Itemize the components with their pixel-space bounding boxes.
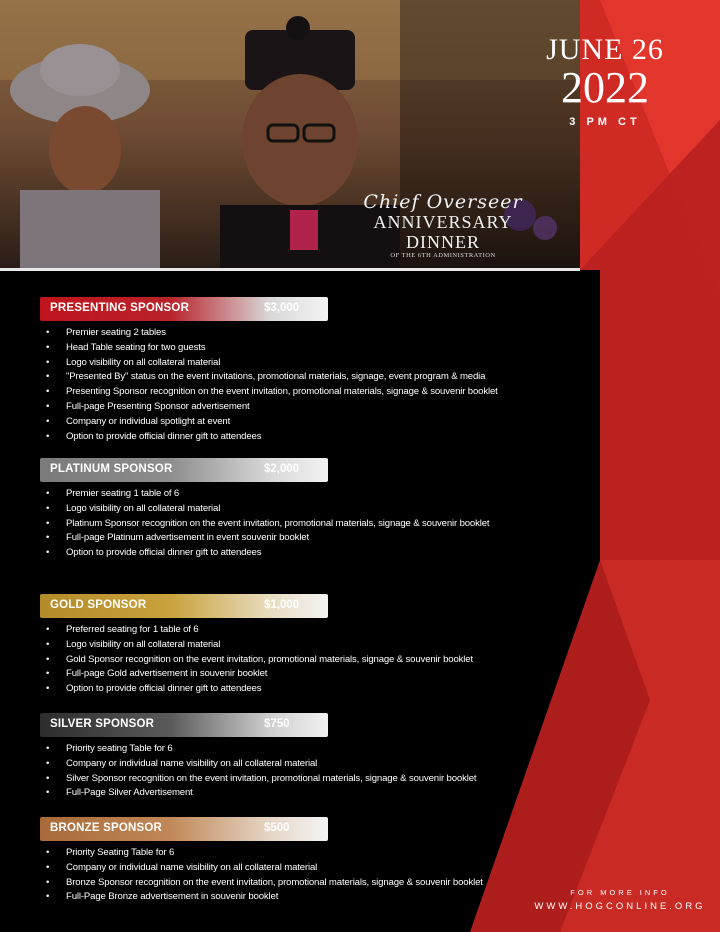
tier-price: $750: [264, 718, 290, 730]
title-sub: OF THE 6TH ADMINISTRATION: [390, 252, 496, 259]
benefit-item: • Priority Seating Table for 6: [46, 846, 540, 861]
benefit-item: • Full-Page Silver Advertisement: [46, 786, 540, 801]
tier-price: $2,000: [264, 463, 300, 475]
event-date-block: [540, 34, 670, 128]
benefit-item: • Premier seating 2 tables: [46, 326, 540, 341]
benefit-item: • Full-page Presenting Sponsor advertisement: [46, 400, 540, 415]
tier-gold: [40, 594, 540, 697]
tier-name: PLATINUM SPONSOR: [50, 463, 173, 475]
tier-header-bar: [40, 817, 328, 841]
benefit-list: [40, 487, 540, 561]
tier-bronze: [40, 817, 540, 905]
benefit-item: • Company or individual spotlight at event: [46, 415, 540, 430]
benefit-item: • Company or individual name visibility on all collateral material: [46, 861, 540, 876]
benefit-item: • Full-page Platinum advertisement in event souvenir booklet: [46, 531, 540, 546]
tier-name: BRONZE SPONSOR: [50, 822, 163, 834]
benefit-item: • Silver Sponsor recognition on the event invitation, promotional materials, signage & souvenir booklet: [46, 772, 540, 787]
tier-presenting: [40, 297, 540, 444]
benefit-item: • Logo visibility on all collateral material: [46, 638, 540, 653]
tier-header-bar: [40, 713, 328, 737]
benefit-item: • Logo visibility on all collateral material: [46, 502, 540, 517]
footer-label: FOR MORE INFO: [570, 888, 670, 897]
tier-header-bar: [40, 297, 328, 321]
tier-name: SILVER SPONSOR: [50, 718, 155, 730]
event-title-block: [336, 192, 550, 259]
benefit-item: • Option to provide official dinner gift to attendees: [46, 682, 540, 697]
benefit-list: [40, 326, 540, 444]
photo-divider: [0, 268, 580, 271]
tier-name: PRESENTING SPONSOR: [50, 302, 190, 314]
benefit-item: • Presenting Sponsor recognition on the event invitation, promotional materials, signage & souvenir booklet: [46, 385, 540, 400]
tier-price: $500: [264, 822, 290, 834]
title-script: Chief Overseer: [363, 191, 523, 213]
benefit-list: [40, 742, 540, 801]
benefit-item: • Full-Page Bronze advertisement in souvenir booklet: [46, 890, 540, 905]
footer-info: [520, 888, 720, 912]
benefit-item: • Bronze Sponsor recognition on the event invitation, promotional materials, signage & souvenir booklet: [46, 876, 540, 891]
benefit-list: [40, 846, 540, 905]
benefit-item: • Premier seating 1 table of 6: [46, 487, 540, 502]
benefit-item: • Platinum Sponsor recognition on the event invitation, promotional materials, signage & souvenir booklet: [46, 517, 540, 532]
benefit-item: • Option to provide official dinner gift to attendees: [46, 430, 540, 445]
website-link[interactable]: WWW.HOGCONLINE.ORG: [534, 901, 706, 912]
benefit-item: • Preferred seating for 1 table of 6: [46, 623, 540, 638]
benefit-list: [40, 623, 540, 697]
benefit-item: • Priority seating Table for 6: [46, 742, 540, 757]
event-year: 2022: [561, 63, 649, 112]
event-date: JUNE 26: [546, 33, 664, 66]
title-main: ANNIVERSARY DINNER: [373, 212, 513, 252]
benefit-item: • Logo visibility on all collateral material: [46, 356, 540, 371]
benefit-item: • Option to provide official dinner gift to attendees: [46, 546, 540, 561]
tier-name: GOLD SPONSOR: [50, 599, 147, 611]
tier-header-bar: [40, 594, 328, 618]
tier-platinum: [40, 458, 540, 561]
event-time: 3 PM CT: [569, 116, 641, 128]
tier-header-bar: [40, 458, 328, 482]
benefit-item: • Gold Sponsor recognition on the event invitation, promotional materials, signage & souvenir booklet: [46, 653, 540, 668]
tier-price: $3,000: [264, 302, 300, 314]
benefit-item: • Head Table seating for two guests: [46, 341, 540, 356]
benefit-item: • "Presented By" status on the event invitations, promotional materials, signage, event program & media: [46, 370, 540, 385]
benefit-item: • Full-page Gold advertisement in souvenir booklet: [46, 667, 540, 682]
tier-silver: [40, 713, 540, 801]
benefit-item: • Company or individual name visibility on all collateral material: [46, 757, 540, 772]
tier-price: $1,000: [264, 599, 300, 611]
